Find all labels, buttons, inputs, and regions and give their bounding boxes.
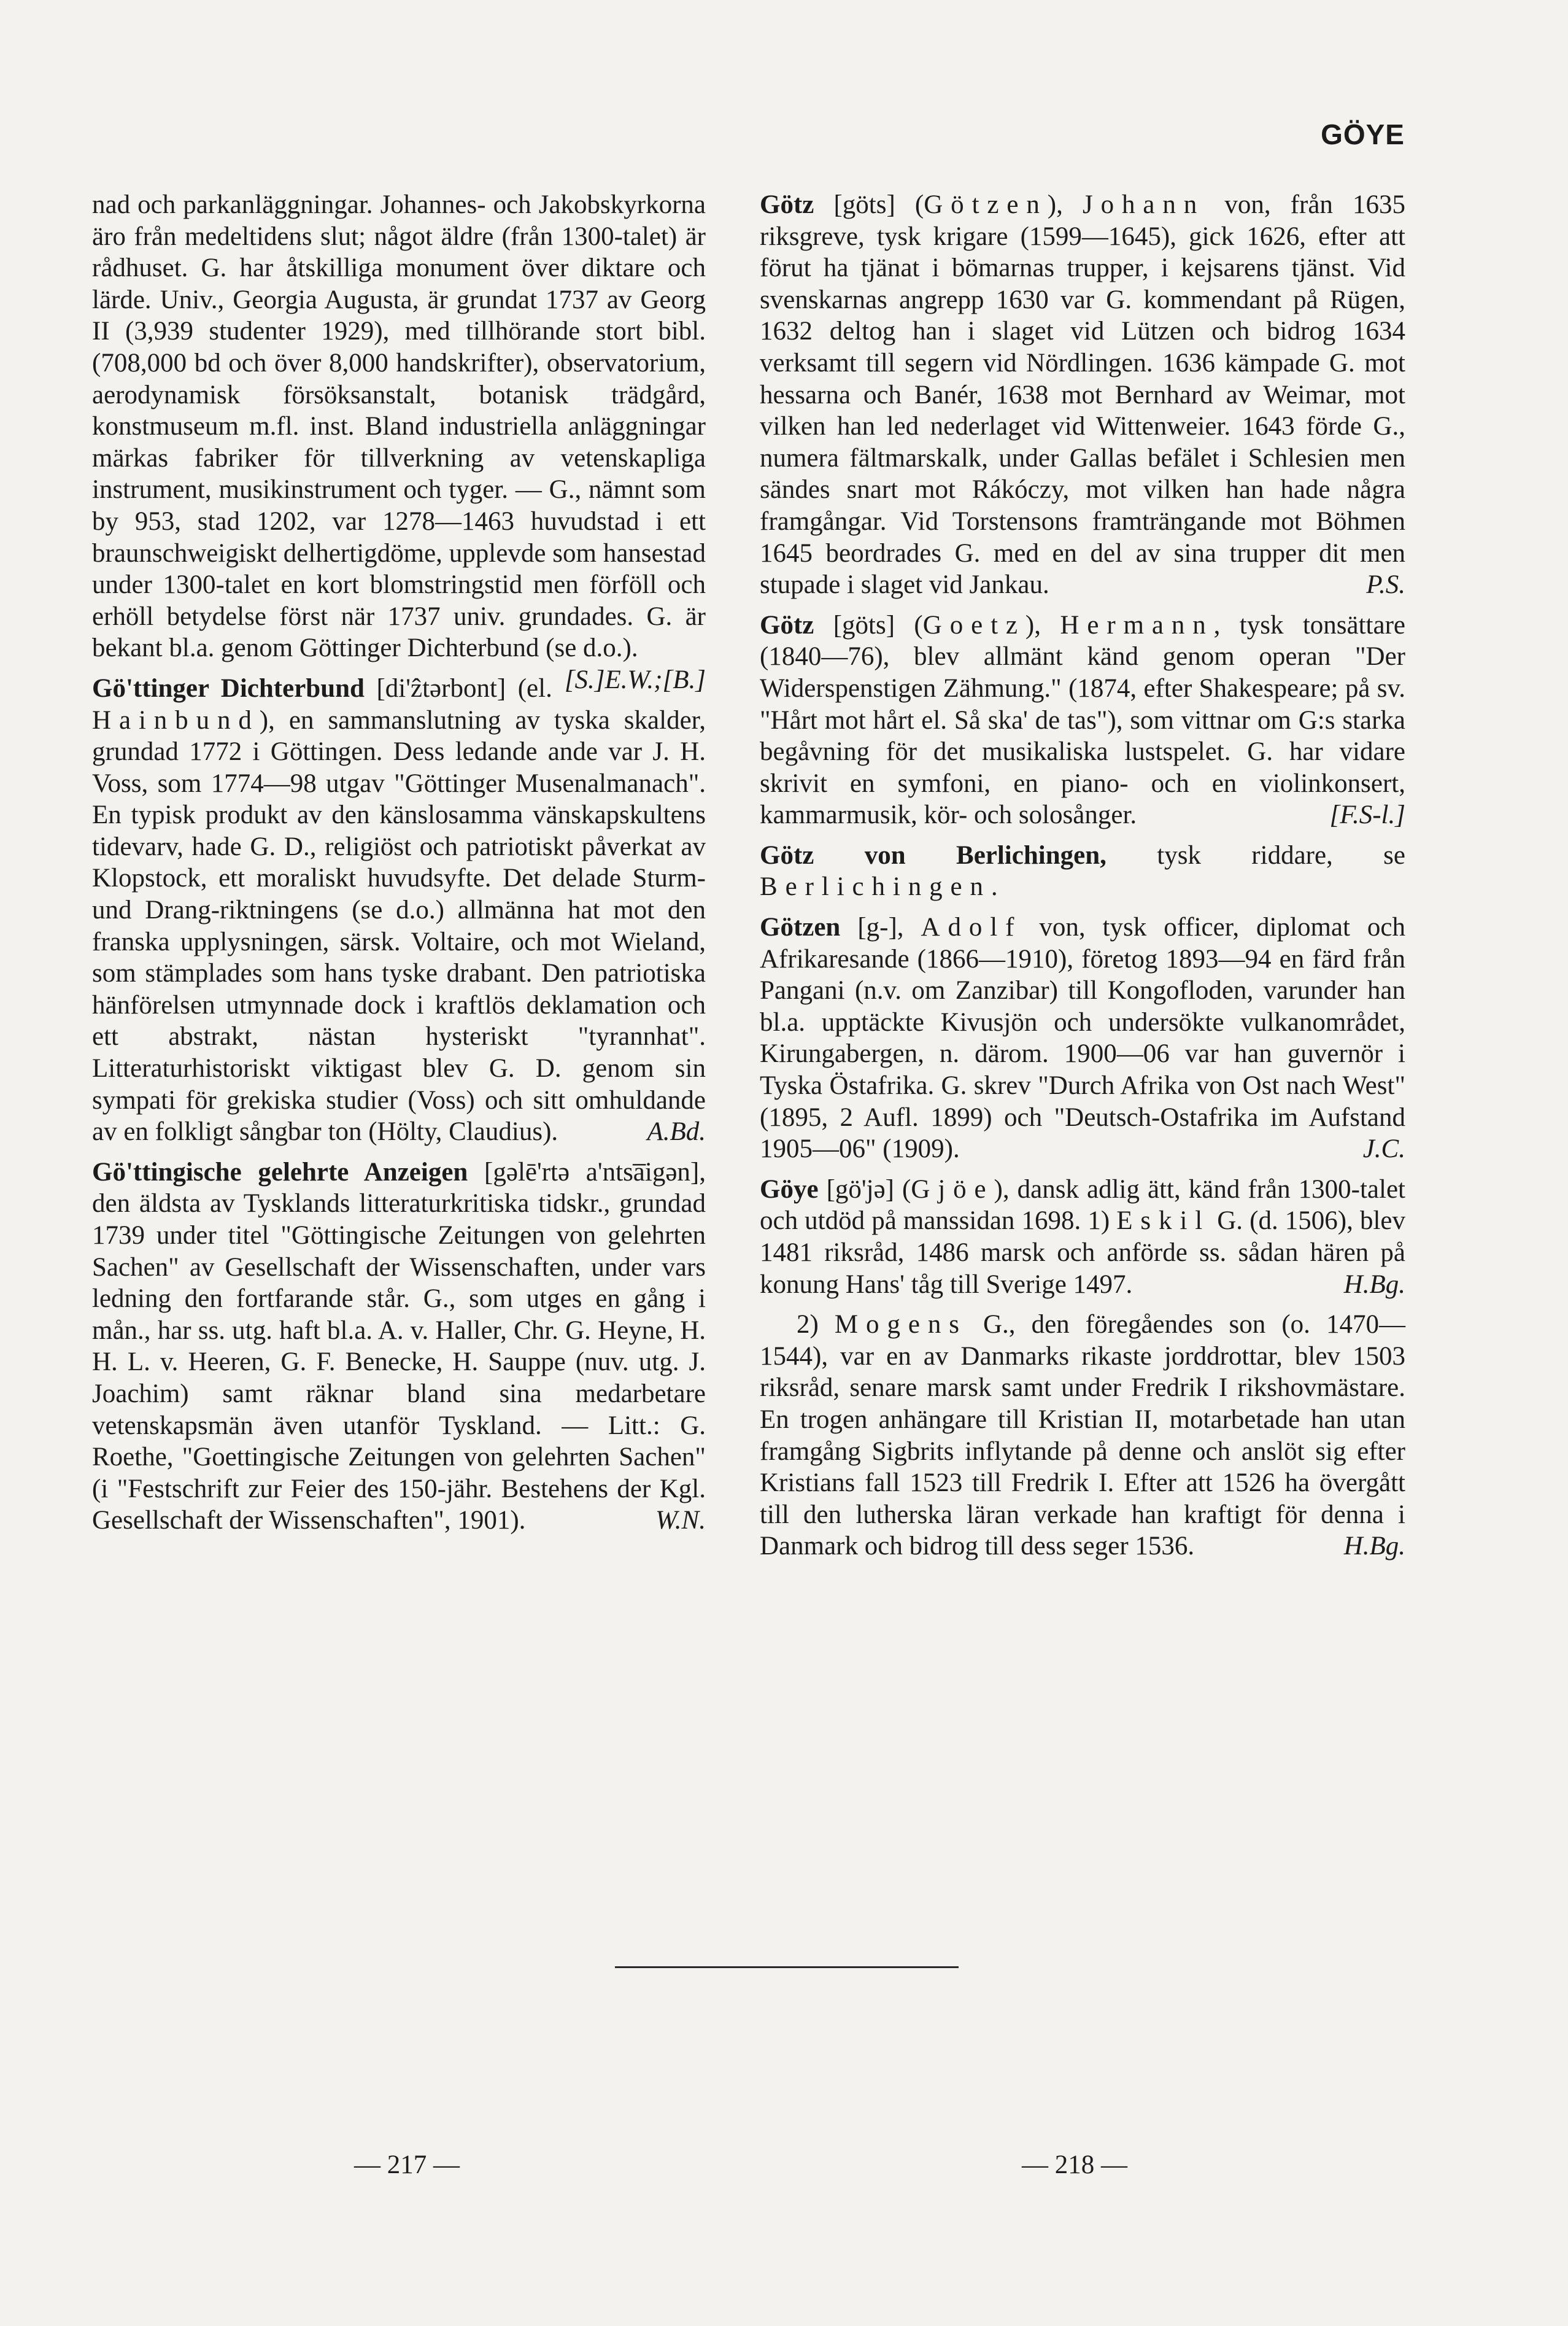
spaced-term: Hermann — [1060, 610, 1214, 640]
entry-text: ), dansk adlig ätt, känd från 1300-talet och utdöd på manssidan 1698. 1) — [760, 1174, 1405, 1236]
entry-text: ), — [1047, 190, 1083, 219]
entry-headword: Göye — [760, 1174, 819, 1204]
entry-goye-mogens — [760, 1309, 1405, 1562]
entry-text: von, från 1635 riksgreve, tysk krigare (1599—1645), gick 1626, efter att förut ha tjänat i bömarnas trupper, i kejsarens tjänst. Vid svenskarnas angrepp 1630 var G. kommendant på Rügen, 1632 deltog han i slaget vid Lützen och bidrog 1634 verksamt till segern vid Nördlingen. 1636 kämpade G. mot hessarna och Banér, 1638 mot Bernhard av Weimar, mot vilken han led nederlaget vid Wittenweier. 1643 förde G., numera fältmarskalk, under Gallas befälet i Schlesien men sändes snart mot Rákóczy, mot vilken han hade några framgångar. Vid Torstensons framträngande mot Böhmen 1645 beordrades G. med en del av sina trupper dit men stupade i slaget vid Jankau. — [760, 190, 1406, 600]
author-signature: P.S. — [1366, 570, 1405, 600]
entry-gotz-johann — [760, 189, 1405, 601]
entry-text: G., den föregåendes son (o. 1470—1544), var en av Danmarks rikaste jorddrottar, blev 1503 riksråd, senare marsk samt under Fredrik I rikshovmästare. En trogen anhängare till Kristian II, motarbetade han utan framgång Sigbrits inflytande på denne och anslöt sig efter Kristians fall 1523 till Fredrik I. Efter att 1526 ha övergått till den lutherska läran verkade han kraftigt för denna i Danmark och bidrog till dess seger 1536. — [760, 1310, 1405, 1561]
author-signature: H.Bg. — [1343, 1270, 1405, 1299]
entry-text: 2) — [797, 1310, 835, 1339]
entry-headword: Götz von Berlichingen, — [760, 840, 1106, 870]
author-signature: A.Bd. — [647, 1117, 706, 1147]
page-number-left: — 217 — — [354, 2150, 460, 2179]
entry-text: G. (d. 1506), blev 1481 riksråd, 1486 marsk och anförde ss. sådan hären på konung Hans' tåg till Sverige 1497. — [760, 1206, 1405, 1299]
running-header: GÖYE — [1321, 118, 1405, 150]
entry-gottinger-dichterbund — [92, 673, 706, 1148]
entry-text: [g-], — [840, 913, 921, 942]
entry-text: [göts] ( — [814, 610, 923, 640]
spaced-term: Mogens — [834, 1310, 967, 1339]
spaced-term: Adolf — [921, 913, 1022, 942]
entry-text: [gəlē'rtə a'ntsa̅igən], den äldsta av Tysklands litteraturkritiska tidskr., grundad 1739 under titel "Göttingische Zeitungen von gelehrten Sachen" av Gesellschaft der Wissenschaften, under vars ledning den fortfarande står. G., som utges en gång i mån., har ss. utg. haft bl.a. A. v. Haller, Chr. G. Heyne, H. H. L. v. Heeren, G. F. Benecke, H. Sauppe (nuv. utg. J. Joachim) samt räknar bland sina medarbetare vetenskapsmän även utanför Tyskland. — Litt.: G. Roethe, "Goettingische Zeitungen von gelehrten Sachen" (i "Festschrift zur Feier des 150-jähr. Bestehens der Kgl. Gesellschaft der Wissenschaften", 1901). — [92, 1157, 706, 1535]
spaced-term: Johann — [1082, 190, 1205, 219]
author-signature: [F.S-l.] — [1329, 801, 1405, 830]
entry-gotzen — [760, 912, 1405, 1165]
entry-text: von, tysk officer, diplomat och Afrikaresande (1866—1910), företog 1893—94 en färd från Pangani (n.v. om Zanzibar) till Kongofloden, varunder han bl.a. upptäckte Kivusjön och undersökte vulkanområdet, Kirungabergen, n. därom. 1900—06 var han guvernör i Tyska Östafrika. G. skrev "Durch Afrika von Ost nach West" (1895, 2 Aufl. 1899) och "Deutsch-Ostafrika im Aufstand 1905—06" (1909). — [760, 913, 1406, 1164]
entry-gottingische-gelehrte-anzeigen — [92, 1157, 706, 1537]
entry-text: , tysk tonsättare (1840—76), blev allmänt känd genom operan "Der Widerspenstigen Zähmung." (1874, efter Shakespeare; på sv. "Hårt mot hårt el. Så ska' de tas"), som vittnar om G:s starka begåvning för det musikaliska lustspelet. G. har vidare skrivit en symfoni, en piano- och en violinkonsert, kammarmusik, kör- och solosånger. — [760, 610, 1405, 830]
author-signature: W.N. — [655, 1506, 706, 1535]
entry-text: . — [991, 872, 998, 902]
entry-headword: Gö'ttinger Dichterbund — [92, 673, 365, 703]
spaced-term: Eskil — [1116, 1206, 1211, 1236]
entry-text: [göts] ( — [814, 190, 924, 219]
spaced-term: Götzen — [924, 190, 1048, 219]
entry-gotz-hermann — [760, 610, 1405, 831]
entry-text: nad och parkanläggningar. Johannes- och Jakobskyrkorna äro från medeltidens slut; något äldre (från 1300-talet) är rådhuset. G. har åtskilliga monument över diktare och lärde. Univ., Georgia Augusta, är grundat 1737 av Georg II (3,939 studenter 1929), med tillhörande stort bibl. (708,000 bd och över 8,000 handskrifter), observatorium, aerodynamisk försöksanstalt, botanisk trädgård, konstmuseum m.fl. inst. Bland industriella anläggningar märkas fabriker för tillverkning av vetenskapliga instrument, musikinstrument och tyger. — G., nämnt som by 953, stad 1202, var 1278—1463 huvudstad i ett braunschweigiskt delhertigdöme, upplevde som hansestad under 1300-talet en kort blomstringstid men förföll och erhöll betydelse först när 1737 univ. grundades. G. är bekant bl.a. genom Göttinger Dichterbund (se d.o.). — [92, 190, 706, 663]
section-divider — [615, 1966, 959, 1968]
entry-headword: Gö'ttingische gelehrte Anzeigen — [92, 1157, 468, 1187]
page-number-right: — 218 — — [1022, 2150, 1127, 2179]
left-column — [92, 189, 706, 1545]
spaced-term: Hainbund — [92, 705, 260, 735]
entry-text: ), — [1025, 610, 1060, 640]
entry-goye — [760, 1174, 1405, 1300]
entry-text: [di'ẑtərbont] (el. — [364, 673, 552, 703]
author-signature: J.C. — [1362, 1134, 1405, 1164]
spaced-term: Berlichingen — [760, 872, 991, 902]
right-column — [760, 189, 1405, 1571]
spaced-term: Goetz — [922, 610, 1025, 640]
entry-text: [gö'jə] ( — [818, 1174, 911, 1204]
author-signature: H.Bg. — [1343, 1532, 1405, 1561]
entry-headword: Götzen — [760, 913, 841, 942]
entry-text: ), en sammanslutning av tyska skalder, grundad 1772 i Göttingen. Dess ledande ande var J. H. Voss, som 1774—98 utgav "Göttinger Musenalmanach". En typisk produkt av den känslosamma vänskapskultens tidevarv, hade G. D., religiöst och patriotiskt påverkat av Klopstock, ett moraliskt huvudsyfte. Det delade Sturm- und Drang-riktningens (se d.o.) allmänna hat mot den franska upplysningen, särsk. Voltaire, och mot Wieland, som stämplades som hans tyske drabant. Den patriotiska hänförelsen utmynnade dock i kraftlös deklamation och ett abstrakt, nästan hysteriskt "tyrannhat". Litteraturhistoriskt viktigast blev G. D. genom sin sympati för grekiska studier (Voss) och sitt omhuldande av en folkligt sångbar ton (Hölty, Claudius). — [92, 705, 706, 1147]
entry-gotz-von-berlichingen — [760, 840, 1405, 903]
entry-text: tysk riddare, se — [1106, 840, 1405, 870]
entry-headword: Götz — [760, 190, 814, 219]
author-signature: [S.]E.W.;[B.] — [564, 665, 706, 694]
spaced-term: Gjöe — [911, 1174, 994, 1204]
entry-headword: Götz — [760, 610, 814, 640]
